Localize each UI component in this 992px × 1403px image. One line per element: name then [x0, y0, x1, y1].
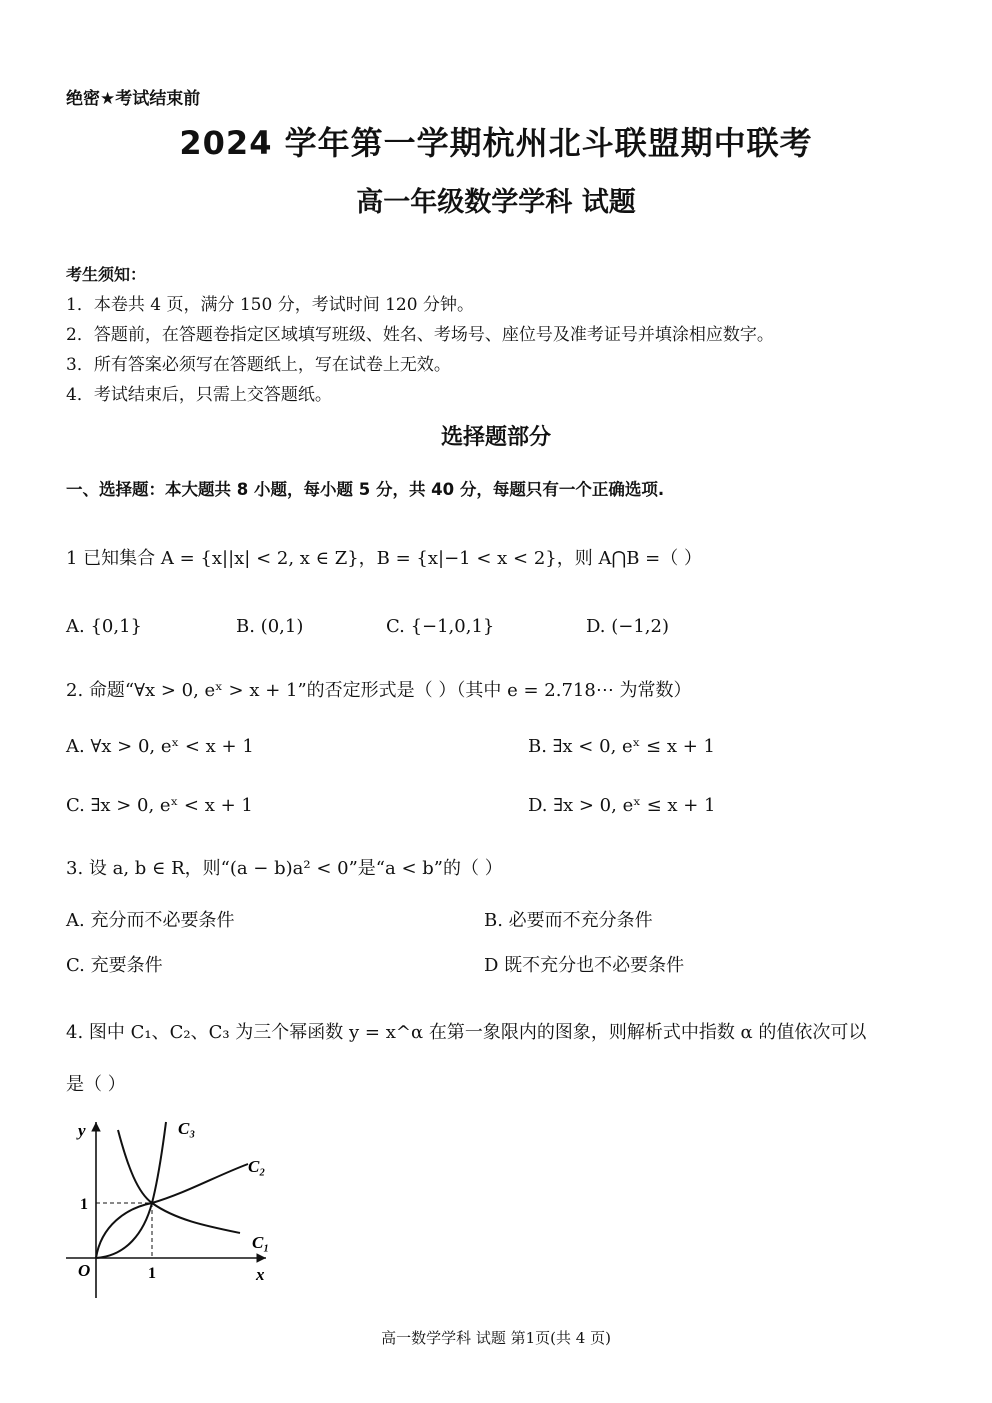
notice-item: 1．本卷共 4 页，满分 150 分，考试时间 120 分钟。	[66, 295, 474, 315]
question-1-option-b: B. (0,1)	[236, 616, 304, 637]
exam-title: 2024 学年第一学期杭州北斗联盟期中联考	[179, 124, 813, 162]
x-axis-label: x	[256, 1265, 265, 1284]
question-1-option-c: C. {−1,0,1}	[386, 616, 495, 637]
curve-c3	[96, 1122, 166, 1258]
page-footer: 高一数学学科 试题 第1页(共 4 页)	[381, 1329, 611, 1347]
x-tick-label: 1	[148, 1265, 156, 1282]
curve-c1-label: C₁	[252, 1233, 270, 1252]
question-3-option-c: C. 充要条件	[66, 955, 163, 976]
question-4-stem-line2: 是（ ）	[66, 1074, 126, 1095]
question-1-stem: 1 已知集合 A = {x||x| < 2, x ∈ Z}，B = {x|−1 < x < 2}，则 A⋂B =（ ）	[66, 548, 702, 569]
question-2-option-d: D. ∃x > 0, eˣ ≤ x + 1	[528, 795, 716, 816]
exam-subtitle: 高一年级数学学科 试题	[356, 187, 636, 218]
notice-item: 2．答题前，在答题卷指定区域填写班级、姓名、考场号、座位号及准考证号并填涂相应数字。	[66, 325, 774, 345]
curve-c1	[118, 1130, 240, 1233]
y-axis-label: y	[78, 1121, 86, 1140]
notice-item: 3．所有答案必须写在答题纸上，写在试卷上无效。	[66, 355, 451, 375]
question-3-option-a: A. 充分而不必要条件	[66, 910, 235, 931]
part-title: 一、选择题：本大题共 8 小题，每小题 5 分，共 40 分，每题只有一个正确选项.	[66, 480, 665, 499]
curve-c2	[96, 1164, 248, 1258]
question-4-stem-line1: 4. 图中 C₁、C₂、C₃ 为三个幂函数 y = x^α 在第一象限内的图象，则解析式中指数 α 的值依次可以	[66, 1022, 867, 1043]
y-tick-label: 1	[80, 1196, 88, 1213]
question-1-option-a: A. {0,1}	[66, 616, 142, 637]
section-title: 选择题部分	[440, 425, 551, 450]
confidential-label: 绝密★考试结束前	[66, 89, 201, 109]
question-3-option-d: D 既不充分也不必要条件	[484, 955, 685, 976]
question-3-option-b: B. 必要而不充分条件	[484, 910, 653, 931]
question-2-option-b: B. ∃x < 0, eˣ ≤ x + 1	[528, 736, 715, 757]
curve-c3-label: C₃	[178, 1119, 196, 1138]
question-3-stem: 3. 设 a, b ∈ R，则“(a − b)a² < 0”是“a < b”的（ ）	[66, 858, 503, 879]
question-2-stem: 2. 命题“∀x > 0, eˣ > x + 1”的否定形式是（ ）（其中 e = 2.718⋯ 为常数）	[66, 680, 692, 701]
notice-item: 4．考试结束后，只需上交答题纸。	[66, 385, 332, 405]
notice-heading: 考生须知：	[66, 265, 147, 284]
question-2-option-a: A. ∀x > 0, eˣ < x + 1	[66, 736, 254, 757]
curve-c2-label: C₂	[248, 1157, 266, 1176]
question-2-option-c: C. ∃x > 0, eˣ < x + 1	[66, 795, 253, 816]
power-function-figure	[56, 1108, 286, 1308]
origin-label: O	[78, 1261, 91, 1280]
question-1-option-d: D. (−1,2)	[586, 616, 669, 637]
